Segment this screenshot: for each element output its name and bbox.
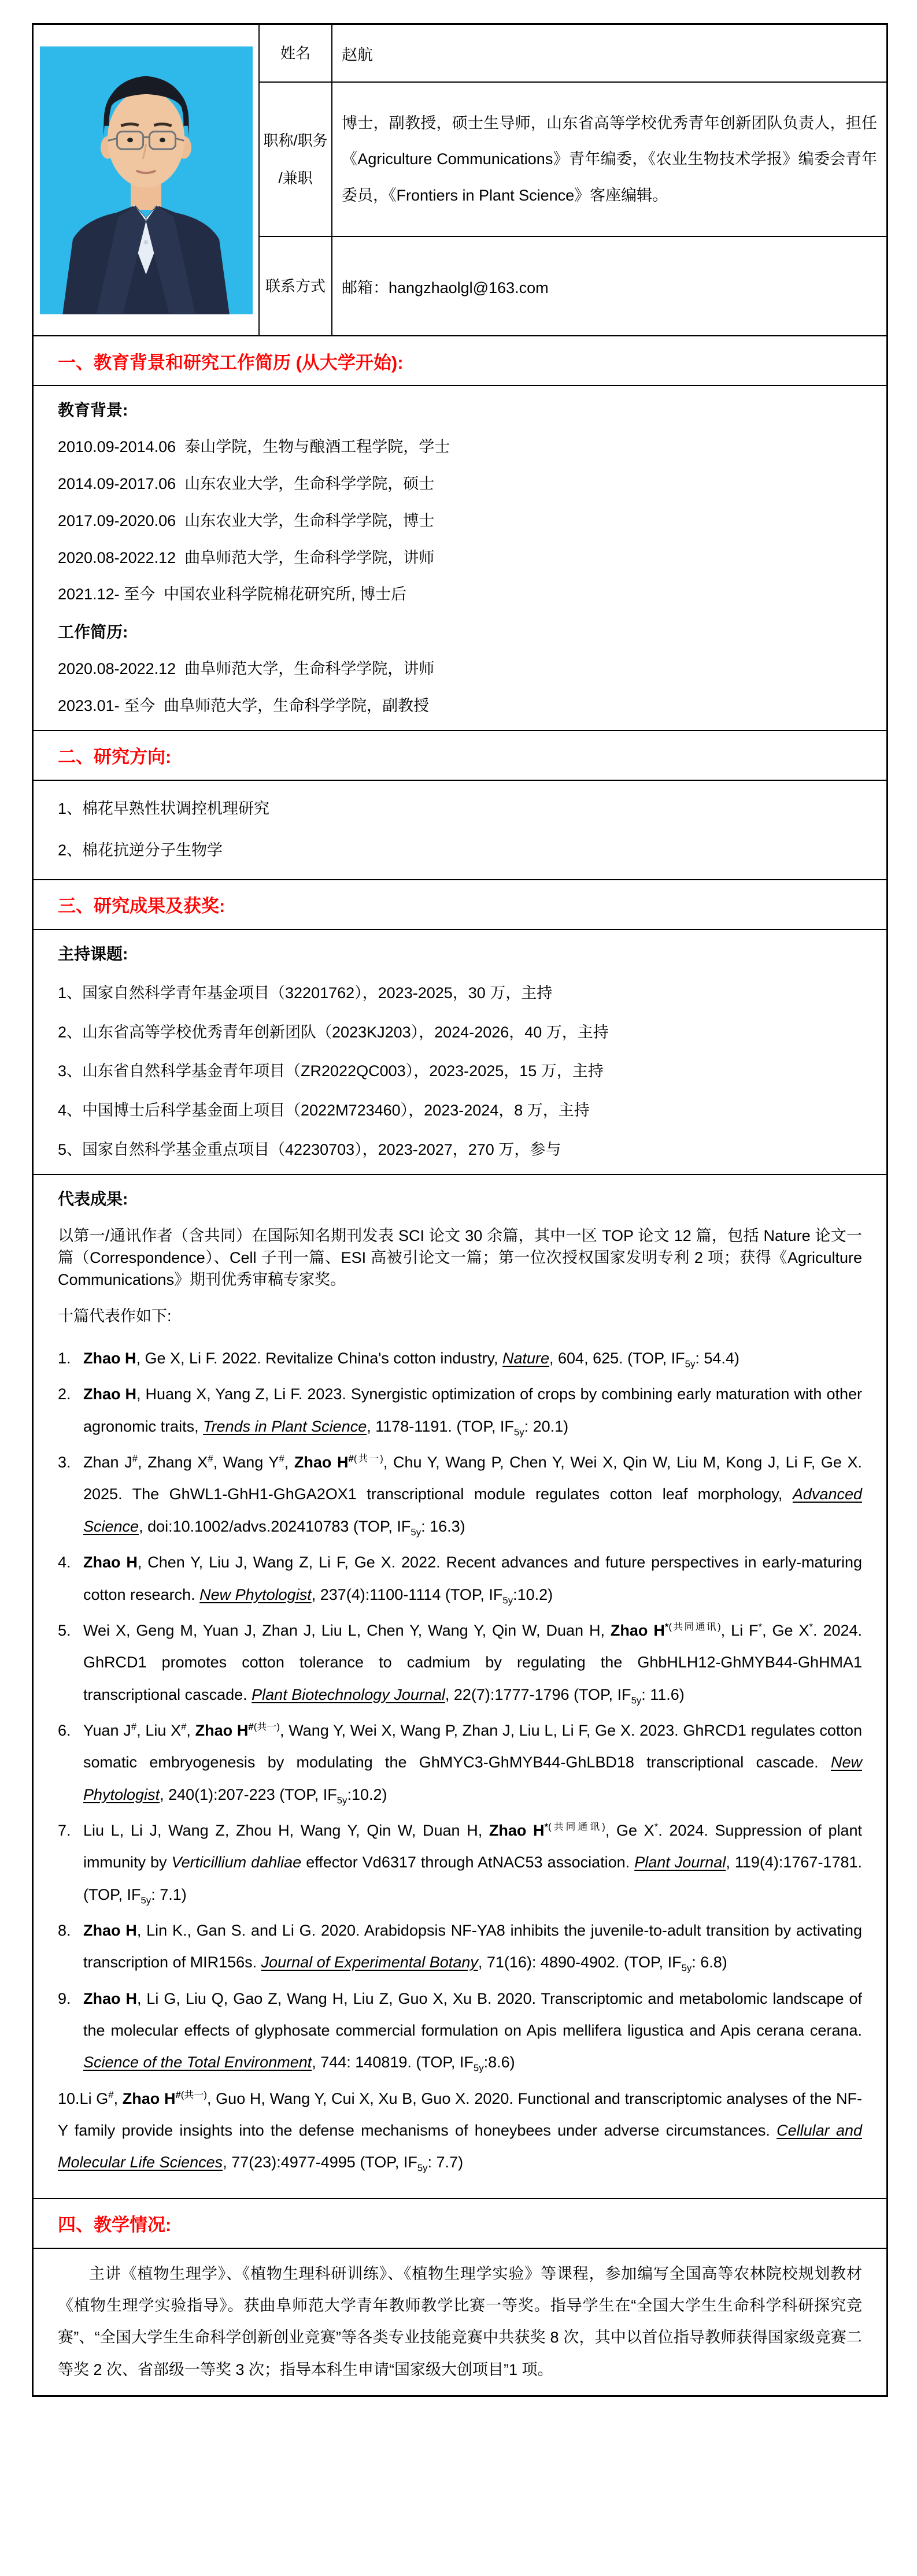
project-entry: 5、国家自然科学基金重点项目（42230703），2023-2027，270 万，参与 — [58, 1140, 561, 1158]
publication-entry — [58, 1343, 862, 1374]
publication-text: Yuan J#, Liu X#, Zhao $H^{\#(共一)}$, Wang Y, Wei X, Wang P, Zhan J, Liu L, Li F, Ge X. 2023. GhRCD1 regulates cotton somatic embryogenesis by modulating the GhMYC3-GhMYB44-GhLBD18 transcriptional cascade. New Phytologist, 240(1):207-223 (TOP, $IF_{5y}:10.2$) — [83, 1721, 862, 1806]
name-label: 姓名 — [259, 25, 332, 82]
id-photo-illustration — [40, 46, 253, 314]
education-entry: 2010.09-2014.06 泰山学院，生物与酿酒工程学院，学士 — [58, 438, 450, 456]
achievements-header: 代表成果: — [58, 1189, 128, 1208]
publication-number: 1. — [58, 1350, 71, 1367]
publication-entry — [58, 1983, 862, 2079]
title-label-line2: /兼职 — [278, 169, 313, 187]
projects-header: 主持课题: — [58, 944, 128, 963]
publications-list-intro: 十篇代表作如下: — [58, 1307, 172, 1325]
publication-entry — [58, 1378, 862, 1443]
publication-entry — [58, 1615, 862, 1711]
education-entry: 2020.08-2022.12 曲阜师范大学，生命科学学院，讲师 — [58, 548, 435, 566]
education-entry: 2021.12- 至今 中国农业科学院棉花研究所, 博士后 — [58, 585, 407, 603]
project-entry: 2、山东省高等学校优秀青年创新团队（2023KJ203），2024-2026，40 万，主持 — [58, 1023, 609, 1041]
project-entry: 1、国家自然科学青年基金项目（32201762），2023-2025，30 万，主持 — [58, 984, 553, 1002]
work-entry: 2020.08-2022.12 曲阜师范大学，生命科学学院，讲师 — [58, 660, 435, 678]
teaching-paragraph: 主讲《植物生理学》、《植物生理科研训练》、《植物生理学实验》等课程，参加编写全国高等农林院校规划教材《植物生理学实验指导》。获曲阜师范大学青年教师教学比赛一等奖。指导学生在“全国大学生生命科学科研探究竞赛”、“全国大学生生命科学创新创业竞赛”等各类专业技能竞赛中共获奖 8 次，其中以首位指导教师获得国家级竞赛二等奖 2 次、省部级一等奖 3 次；指导本科生申请“国家级大创项目”1 项。 — [58, 2264, 862, 2378]
research-direction: 1、棉花早熟性状调控机理研究 — [58, 799, 270, 817]
publication-text: Zhao H, Chen Y, Liu J, Wang Z, Li F, Ge X. 2022. Recent advances and future perspectives in early-maturing cotton research. New Phytologist, 237(4):1100-1114 (TOP, $IF_{5y}:10.2$) — [83, 1554, 862, 1606]
publication-number: 8. — [58, 1921, 71, 1939]
project-entry: 4、中国博士后科学基金面上项目（2022M723460），2023-2024，8 万，主持 — [58, 1102, 590, 1120]
section2-body — [34, 780, 886, 879]
profile-photo — [40, 46, 253, 314]
contact-label: 联系方式 — [259, 236, 332, 335]
achievements-intro: 以第一/通讯作者（含共同）在国际知名期刊发表 SCI 论文 30 余篇，其中一区 TOP 论文 12 篇，包括 Nature 论文一篇（Correspondence）、Cell 子刊一篇、ESI 高被引论文一篇；第一位次授权国家发明专利 2 项；获得《Agriculture Communications》期刊优秀审稿专家奖。 — [58, 1226, 862, 1288]
publication-number: 9. — [58, 1989, 71, 2007]
education-header: 教育背景: — [58, 401, 128, 419]
publication-entry — [58, 1447, 862, 1543]
publication-entry — [58, 1715, 862, 1811]
publication-text: Zhao H, Lin K., Gan S. and Li G. 2020. Arabidopsis NF-YA8 inhibits the juvenile-to-adult transition by activating transcription of MIR156s. Journal of Experimental Botany, 71(16): 4890-4902. (TOP, $IF_{5y}$: 6.8) — [83, 1921, 862, 1974]
publication-entry — [58, 2083, 862, 2179]
achievements-body — [34, 1174, 886, 2198]
publication-number: 5. — [58, 1621, 71, 1639]
section4-title: 四、教学情况: — [34, 2198, 886, 2248]
work-entry: 2023.01- 至今 曲阜师范大学，生命科学学院，副教授 — [58, 697, 430, 715]
publication-number: 7. — [58, 1821, 71, 1839]
work-header: 工作简历: — [58, 623, 128, 642]
publication-entry — [58, 1547, 862, 1611]
project-entry: 3、山东省自然科学基金青年项目（ZR2022QC003），2023-2025，15 万，主持 — [58, 1062, 604, 1080]
title-label-line1: 职称/职务 — [263, 131, 328, 149]
publication-number: 3. — [58, 1454, 71, 1472]
publication-text: Zhao H, Huang X, Yang Z, Li F. 2023. Synergistic optimization of crops by combining early maturation with other agronomic traits, Trends in Plant Science, 1178-1191. (TOP, $IF_{5y}$: 20.1) — [83, 1385, 862, 1438]
publication-text: Li G#, Zhao $H^{\#(共一)}$, Guo H, Wang Y, Cui X, Xu B, Guo X. 2020. Functional and transcriptomic analyses of the NF-Y family provide insights into the defense mechanisms of honeybees under adverse circumstances. Cellular and Molecular Life Sciences, 77(23):4977-4995 (TOP, $IF_{5y}$: 7.7) — [58, 2089, 862, 2174]
research-direction: 2、棉花抗逆分子生物学 — [58, 841, 223, 859]
publication-entry — [58, 1815, 862, 1911]
education-entry: 2014.09-2017.06 山东农业大学，生命科学学院，硕士 — [58, 475, 435, 492]
publication-entry — [58, 1915, 862, 1979]
cv-document — [32, 23, 888, 2397]
title-label — [259, 82, 332, 236]
publication-text: Wei X, Geng M, Yuan J, Zhan J, Liu L, Chen Y, Wang Y, Qin W, Duan H, Zhao $H^{*(共同通讯)}$, Li F*, Ge X*. 2024. GhRCD1 promotes cotton tolerance to cadmium by regulating the GhbHLH12-GhMYB44-GhHMA1 transcriptional cascade. Plant Biotechnology Journal, 22(7):1777-1796 (TOP, $IF_{5y}$: 11.6) — [83, 1621, 863, 1706]
publication-text: Zhan J#, Zhang X#, Wang Y#, Zhao $H^{\#(共一)}$, Chu Y, Wang P, Chen Y, Wei X, Qin W, Liu M, Kong J, Li F, Ge X. 2025. The GhWL1-GhH1-GhGA2OX1 transcriptional module regulates cotton leaf morphology, Advanced Science, doi:10.1002/advs.202410783 (TOP, $IF_{5y}$: 16.3) — [83, 1453, 862, 1538]
section4-body — [34, 2248, 886, 2395]
publication-text: Liu L, Li J, Wang Z, Zhou H, Wang Y, Qin W, Duan H, Zhao $H^{*(共同通讯)}$, Ge X*. 2024. Suppression of plant immunity by Verticillium dahliae effector Vd6317 through AtNAC53 association. Plant Journal, 119(4):1767-1781. (TOP, $IF_{5y}$: 7.1) — [83, 1821, 863, 1906]
section2-title: 二、研究方向: — [34, 730, 886, 780]
publication-number: 6. — [58, 1721, 71, 1739]
publication-number: 2. — [58, 1385, 71, 1403]
projects-body — [34, 929, 886, 1174]
photo-cell — [34, 25, 259, 335]
name-value: 赵航 — [332, 25, 886, 82]
publication-text: Zhao H, Ge X, Li F. 2022. Revitalize China's cotton industry, Nature, 604, 625. (TOP, $IF_{5y}$: 54.4) — [83, 1350, 739, 1370]
title-value: 博士，副教授，硕士生导师，山东省高等学校优秀青年创新团队负责人，担任《Agriculture Communications》青年编委，《农业生物技术学报》编委会青年委员，《Frontiers in Plant Science》客座编辑。 — [332, 82, 886, 236]
publication-number: 10. — [58, 2089, 80, 2107]
section1-title: 一、教育背景和研究工作简历 (从大学开始): — [34, 335, 886, 385]
section1-body — [34, 385, 886, 730]
publication-number: 4. — [58, 1554, 71, 1571]
publication-text: Zhao H, Li G, Liu Q, Gao Z, Wang H, Liu Z, Guo X, Xu B. 2020. Transcriptomic and metabolomic landscape of the molecular effects of glyphosate commercial formulation on Apis mellifera ligustica and Apis cerana cerana. Science of the Total Environment, 744: 140819. (TOP, $IF_{5y}:8.6$) — [83, 1989, 862, 2074]
education-entry: 2017.09-2020.06 山东农业大学，生命科学学院，博士 — [58, 512, 435, 529]
profile-info-table — [34, 25, 886, 335]
contact-email: 邮箱：hangzhaolgl@163.com — [332, 236, 886, 335]
section3-title: 三、研究成果及获奖: — [34, 879, 886, 929]
